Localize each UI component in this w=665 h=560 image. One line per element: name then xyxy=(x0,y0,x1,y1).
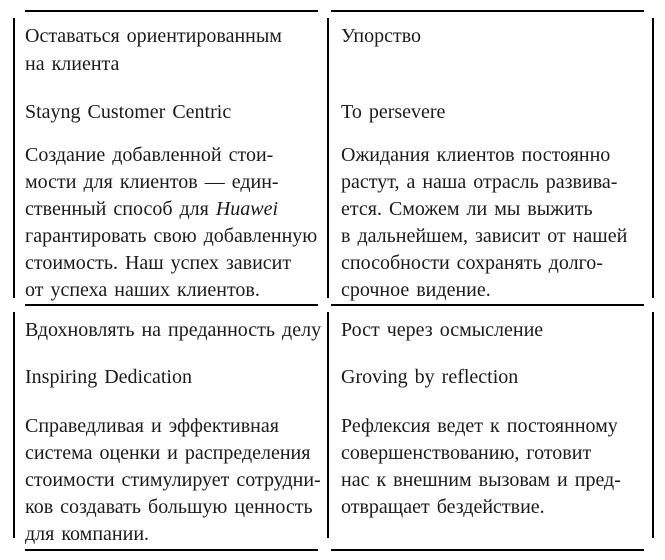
body-line: Создание добавленной стои- xyxy=(25,144,274,166)
body-line: Рефлексия ведет к постоянному xyxy=(341,415,618,437)
cell-dedication xyxy=(25,316,325,548)
body-line: ется. Сможем ли мы выжить xyxy=(341,198,593,220)
body-line: растут, а наша отрасль развива- xyxy=(341,171,618,193)
cell-title-ru xyxy=(25,22,325,98)
rule-center-divider-row1 xyxy=(327,18,329,298)
title-line: Оставаться ориентированным xyxy=(25,25,282,47)
cell-persevere xyxy=(341,22,653,304)
cell-customer-centric xyxy=(25,22,325,304)
body-line: система оценки и распределения xyxy=(25,442,311,464)
body-line: гарантировать свою добавленную xyxy=(25,225,318,247)
brand-name-italic: Huawei xyxy=(215,198,279,220)
body-line: стоимости стимулирует сотрудни- xyxy=(25,469,321,491)
body-line: для компании. xyxy=(25,523,150,545)
body-line: стоимость. Наш успех зависит xyxy=(25,252,292,274)
cell-subtitle-en: Inspiring Dedication xyxy=(25,366,192,388)
body-line: способности сохранять долго- xyxy=(341,252,603,274)
body-line: в дальнейшем, зависит от нашей xyxy=(341,225,628,247)
body-line-text: ственный способ для xyxy=(25,198,216,220)
rule-top-right-column xyxy=(331,10,644,12)
cell-title-ru xyxy=(341,316,653,363)
title-line: Упорство xyxy=(341,25,422,47)
body-line: мости для клиентов — един- xyxy=(25,171,279,193)
body-line xyxy=(25,196,325,223)
rule-bottom-left-column xyxy=(25,549,318,551)
rule-middle-left-column xyxy=(25,304,318,306)
cell-body xyxy=(25,142,325,304)
cell-title-ru xyxy=(341,22,653,98)
body-line: Справедливая и эффективная xyxy=(25,415,279,437)
rule-left-edge-row1 xyxy=(13,18,15,298)
body-line: отвращает бездействие. xyxy=(341,496,545,518)
cell-reflection xyxy=(341,316,653,521)
body-line: срочное видение. xyxy=(341,279,491,301)
body-line: совершенствованию, готовит xyxy=(341,442,592,464)
cell-body xyxy=(341,413,653,521)
title-line: Вдохновлять на преданность делу xyxy=(25,319,322,341)
title-line: Рост через осмысление xyxy=(341,319,544,341)
cell-body xyxy=(341,142,653,304)
cell-subtitle-en: Groving by reflection xyxy=(341,366,519,388)
body-line: Ожидания клиентов постоянно xyxy=(341,144,611,166)
body-line: ков создавать большую ценность xyxy=(25,496,313,518)
rule-left-edge-row2 xyxy=(13,312,15,538)
cell-subtitle-en: To persevere xyxy=(341,101,446,123)
rule-middle-right-column xyxy=(331,304,644,306)
cell-subtitle-en: Stayng Customer Centric xyxy=(25,101,232,123)
cell-title-ru xyxy=(25,316,325,363)
body-line: от успеха наших клиентов. xyxy=(25,279,260,301)
body-line: нас к внешним вызовам и пред- xyxy=(341,469,621,491)
rule-top-left-column xyxy=(25,10,318,12)
rule-bottom-right-column xyxy=(331,549,644,551)
title-line: на клиента xyxy=(25,53,120,75)
rule-center-divider-row2 xyxy=(327,312,329,538)
cell-body xyxy=(25,413,325,548)
